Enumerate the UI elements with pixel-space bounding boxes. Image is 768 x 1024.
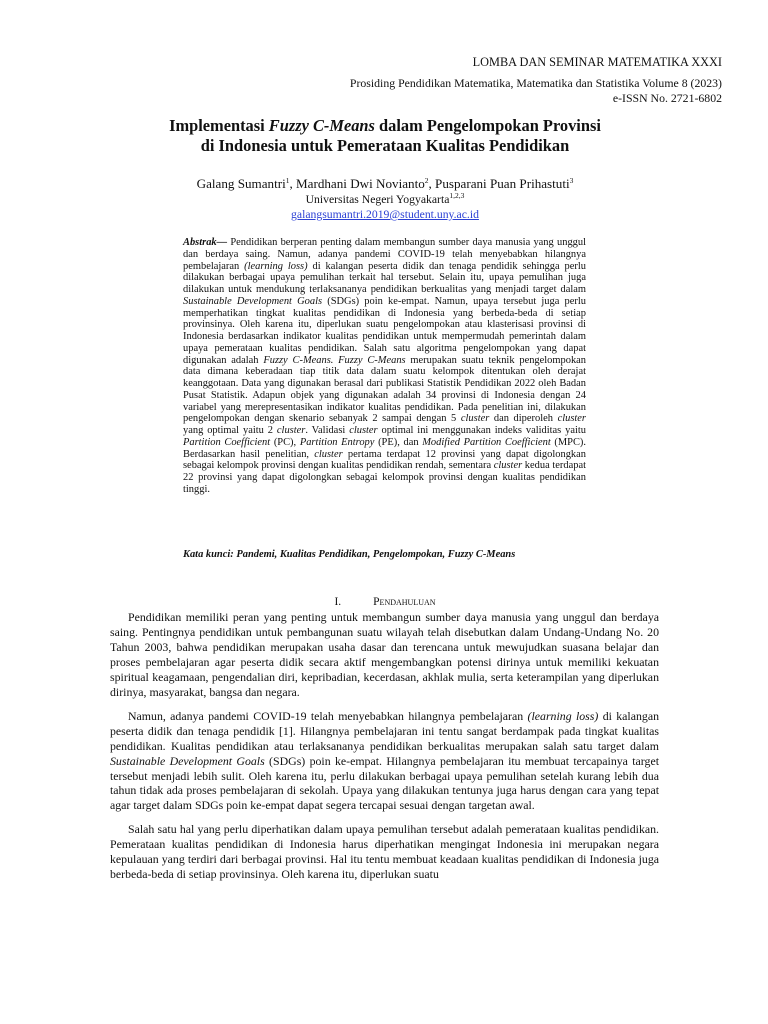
proceedings-name: Prosiding Pendidikan Matematika, Matematika dan Statistika Volume 8 (2023)	[349, 76, 722, 90]
title-post: dalam Pengelompokan Provinsi	[374, 116, 601, 135]
abstract-italic: cluster	[557, 413, 586, 425]
abstract-text: merupakan suatu teknik pengelompokan data dimana keberadaan tiap titik data dalam suatu kelompok ditentukan oleh derajat keanggotaan. Data yang digunakan berasal dari publikasi Statistik Pendidikan 2022 oleh Badan Pusat Statistik. Adapun objek yang digunakan adalah 34 provinsi di Indonesia dengan 24 variabel yang merepresentasikan indikator kualitas pendidikan. Pada penelitian ini, dilakukan pengelompokan dengan skenario sebanyak 2 sampai dengan 5	[183, 354, 587, 425]
abstract-text: (PE), dan	[374, 436, 423, 448]
abstract-text: (SDGs) poin ke-empat. Namun, upaya tersebut juga perlu memperhatikan tingkat kualitas pendidikan di Indonesia yang berbeda-beda di setiap provinsinya. Oleh karena itu, diperlukan suatu pengelompokan atau klasterisasi provinsi di Indonesia berdasarkan indikator kualitas pendidikan untuk mempermudah pemerintah dalam upaya pemerataan kualitas pendidikan. Salah satu algoritma pengelompokan yang dapat digunakan adalah	[183, 295, 586, 366]
abstract	[183, 237, 586, 496]
paragraph: Pendidikan memiliki peran yang penting untuk membangun sumber daya manusia yang unggul dan berdaya saing. Pentingnya pendidikan untuk pembangunan suatu wilayah telah disebutkan dalam Undang-Undang No. 20 Tahun 2003, bahwa pendidikan merupakan usaha dasar dan terencana untuk mewujudkan suasana belajar dan proses pembelajaran agar peserta didik secara aktif mengembangkan potensi dirinya untuk memiliki kekuatan spiritual keagamaan, pengendalian diri, kepribadian, kecerdasan, akhlak mulia, serta keterampilan yang diperlukan dirinya, masyarakat, bangsa dan negara.	[110, 610, 659, 699]
issn-number: e-ISSN No. 2721-6802	[612, 91, 722, 105]
paper-title	[80, 116, 690, 156]
abstract-text: . Validasi	[305, 425, 350, 436]
abstract-italic: cluster	[493, 460, 523, 472]
conference-name: LOMBA DAN SEMINAR MATEMATIKA XXXI	[472, 55, 722, 69]
abstract-italic: Partition Coefficient	[183, 436, 271, 448]
abstract-text: yang optimal yaitu 2	[183, 425, 277, 436]
abstract-italic: cluster	[460, 413, 490, 425]
running-header	[162, 55, 722, 106]
abstract-label: Abstrak—	[183, 237, 228, 248]
abstract-italic: Sustainable Development Goals	[183, 295, 323, 307]
section-heading	[250, 595, 520, 609]
author-3-sup: 3	[569, 176, 574, 185]
author-2-sup: 2	[424, 176, 429, 185]
paragraph: Salah satu hal yang perlu diperhatikan dalam upaya pemulihan tersebut adalah pemerataan kualitas pendidikan. Pemerataan kualitas pendidikan di Indonesia harus diperhatikan mengingat Indonesia ini merupakan negara kepulauan yang terdiri dari berbagai provinsi. Hal itu tentu membuat keadaan kualitas pendidikan di Indonesia juga berbeda-beda di setiap provinsinya. Oleh karena itu, diperlukan suatu	[110, 822, 659, 882]
paragraph-italic: (learning loss)	[527, 708, 599, 723]
title-line2: di Indonesia untuk Pemerataan Kualitas Pendidikan	[200, 136, 570, 155]
abstract-italic: Partition Entropy	[299, 436, 375, 448]
paragraph-italic: Sustainable Development Goals	[110, 753, 265, 768]
abstract-text: (MPC). Berdasarkan hasil penelitian,	[183, 436, 587, 460]
abstract-text: kedua terdapat 22 provinsi yang dapat digolongkan sebagai kelompok provinsi dengan kualitas pendidikan tinggi.	[183, 460, 586, 495]
author-2: , Mardhani Dwi Novianto	[289, 176, 425, 191]
paragraph-text: (SDGs) poin ke-empat. Hilangnya pembelajaran itu membuat tercapainya target tersebut menjadi lebih sulit. Oleh karena itu, perlu dilakukan berbagai upaya pemulihan setelah kurang lebih dua tahun tidak ada proses pembelajaran di sekolah. Upaya yang dilakukan tentunya juga harus dengan cara yang tepat agar target dalam SDGs poin ke-empat dapat segera tercapai sesuai dengan targetan awal.	[110, 753, 659, 813]
abstract-text: Pendidikan berperan penting dalam membangun sumber daya manusia yang unggul dan berdaya saing. Namun, adanya pandemi COVID-19 telah menyebabkan hilangnya pembelajaran	[183, 237, 586, 272]
author-3: , Pusparani Puan Prihastuti	[428, 176, 570, 191]
abstract-italic: Fuzzy C-Means. Fuzzy C-Means	[263, 354, 406, 366]
abstract-text: pertama terdapat 12 provinsi yang dapat digolongkan sebagai kelompok provinsi dengan kualitas pendidikan rendah, sementara	[183, 448, 586, 472]
affiliation	[80, 193, 690, 207]
author-email-link[interactable]: galangsumantri.2019@student.uny.ac.id	[291, 208, 479, 221]
title-italic: Fuzzy C-Means	[268, 116, 375, 135]
abstract-italic: cluster	[349, 425, 378, 436]
paragraph-text: Namun, adanya pandemi COVID-19 telah menyebabkan hilangnya pembelajaran	[128, 708, 528, 723]
keywords: Kata kunci: Pandemi, Kualitas Pendidikan, Pengelompokan, Fuzzy C-Means	[183, 549, 516, 560]
affiliation-name: Universitas Negeri Yogyakarta	[305, 193, 450, 206]
author-1-sup: 1	[285, 176, 290, 185]
paragraph	[110, 709, 659, 814]
abstract-text: optimal ini menggunakan indeks validitas yaitu	[377, 425, 586, 436]
section-title: Pendahuluan	[373, 596, 436, 608]
abstract-italic: cluster	[276, 425, 306, 436]
section-number: I.	[334, 596, 342, 608]
abstract-italic: (learning loss)	[244, 260, 308, 272]
title-pre: Implementasi	[169, 116, 269, 135]
paragraph-text: di kalangan peserta didik dan tenaga pendidik [1]. Hilangnya pembelajaran ini tentu sangat berdampak pada tingkat kualitas pendidikan. Kualitas pendidikan atau terlaksananya pendidikan berkualitas merupakan salah satu target dalam	[110, 708, 660, 753]
author-list	[80, 176, 690, 192]
affiliation-sup: 1,2,3	[449, 191, 465, 200]
author-email-line	[80, 208, 690, 222]
author-1: Galang Sumantri	[196, 176, 286, 191]
abstract-text: di kalangan peserta didik dan tenaga pendidik sehingga perlu dilakukan berbagai upaya pemulihan terkait hal tersebut. Selain itu, upaya pemulihan juga dilakukan untuk mendukung terlaksananya pendidikan berkualitas yang menjadi target dalam	[183, 260, 586, 295]
abstract-italic: Modified Partition Coefficient	[422, 436, 551, 448]
body-text	[110, 610, 659, 891]
abstract-italic: cluster	[314, 448, 343, 460]
abstract-text: (PC),	[270, 436, 300, 448]
abstract-text: dan diperoleh	[489, 413, 558, 425]
